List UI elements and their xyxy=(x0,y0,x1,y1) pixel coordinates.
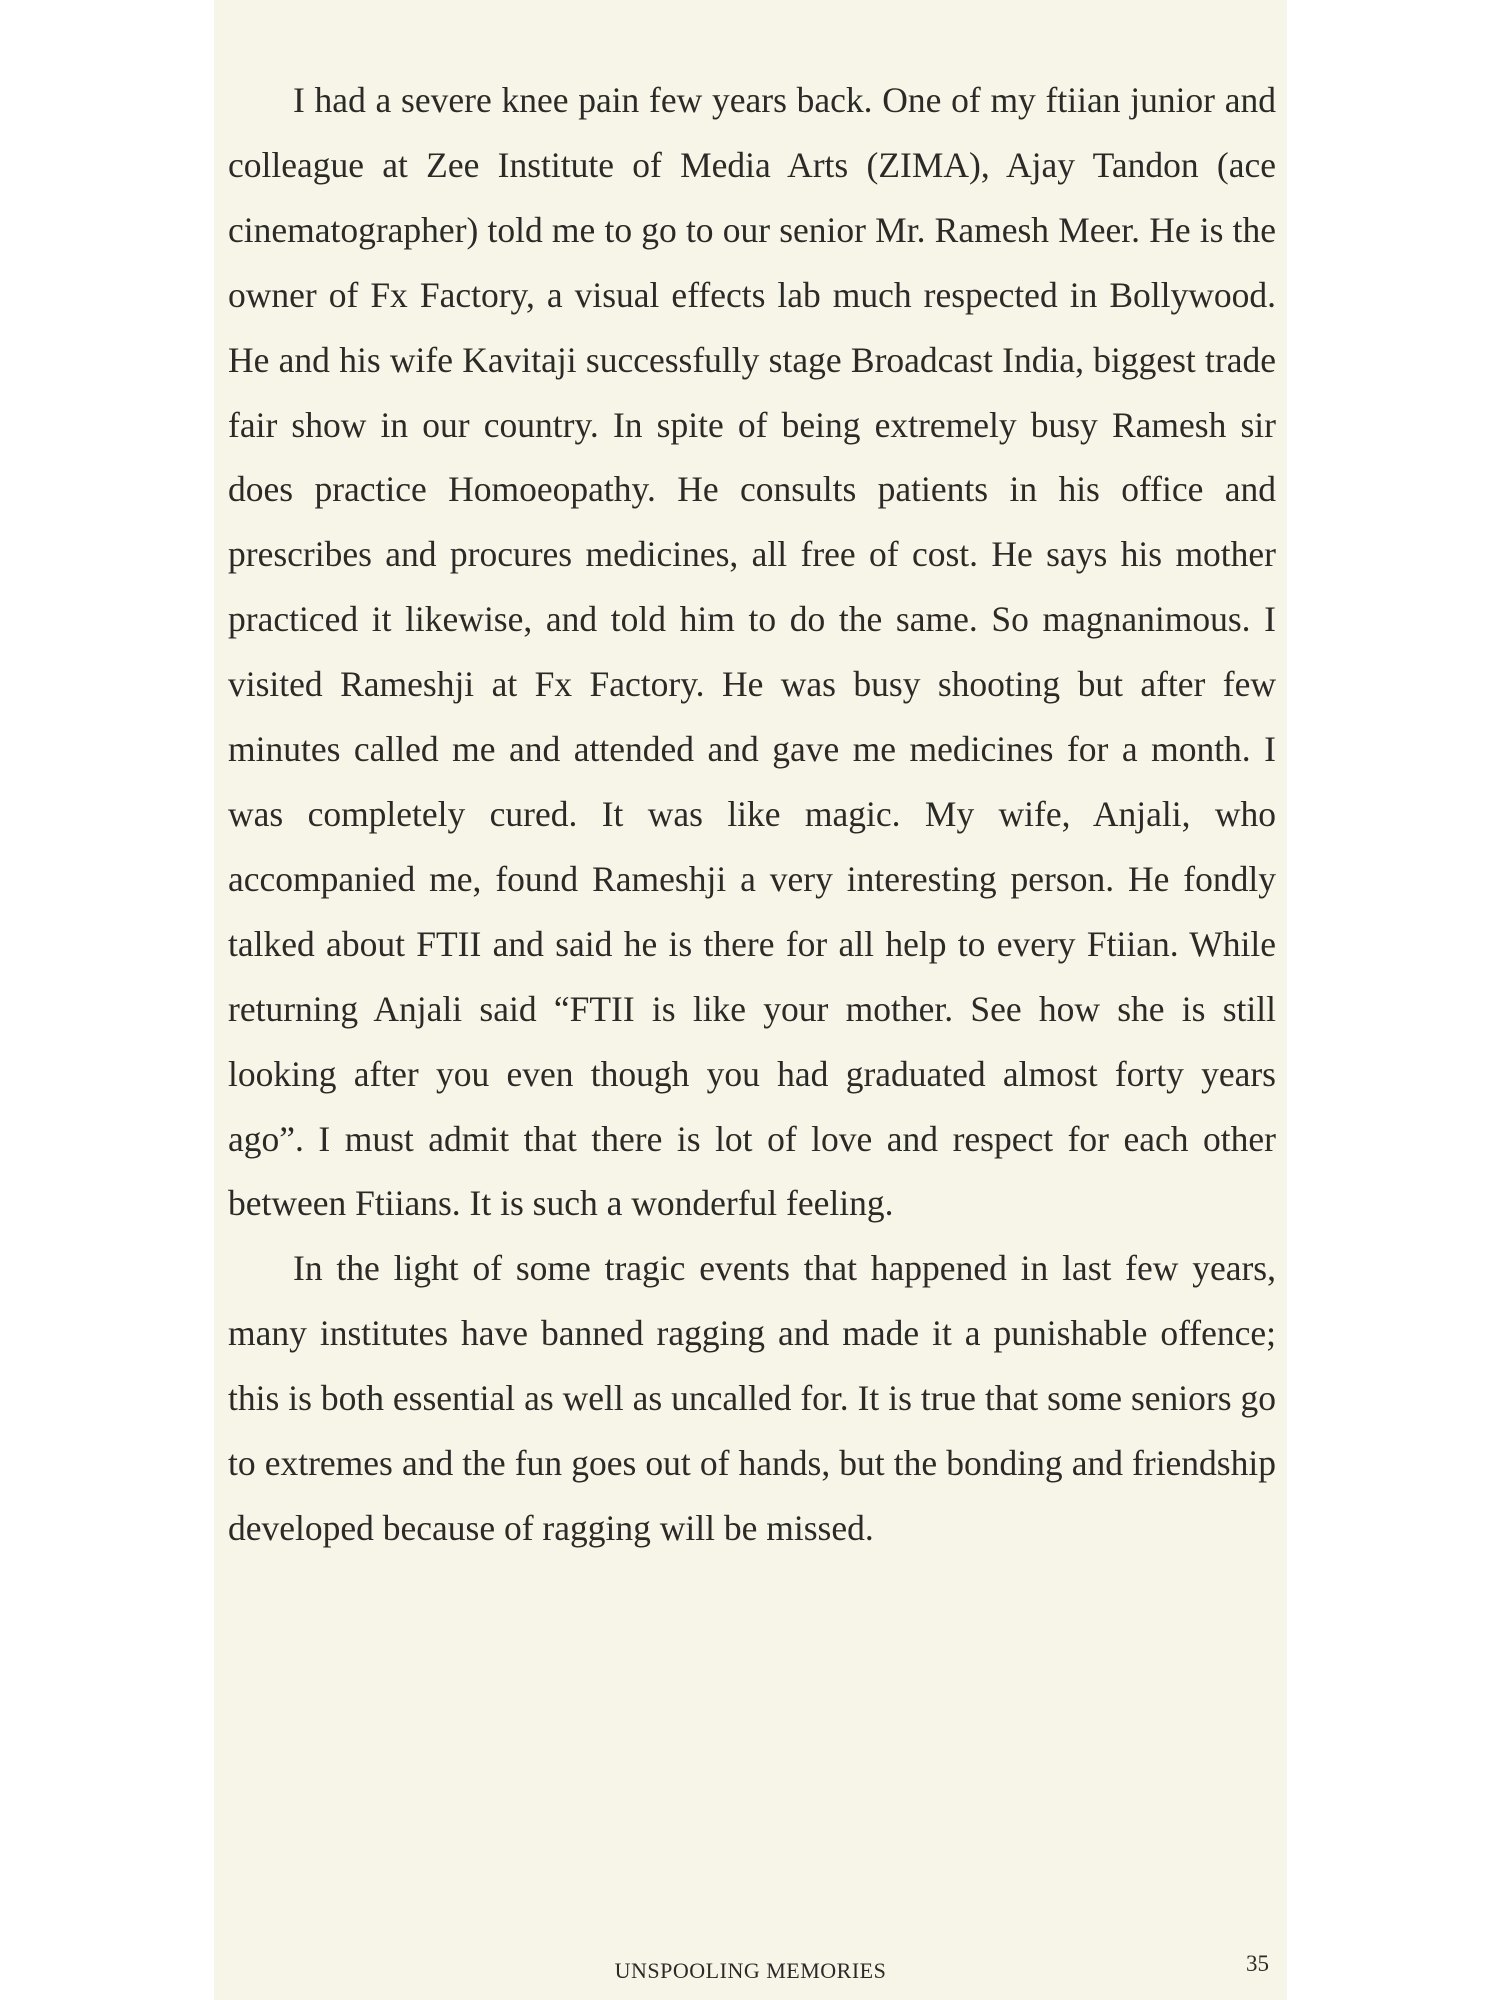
running-footer-title: UNSPOOLING MEMORIES xyxy=(614,1958,887,1983)
paragraph-ragging: In the light of some tragic events that happened in last few years, many institutes have banned ragging and made it a punishable offence; this is both essential as well as uncalled for. It is true that some seniors go to extremes and the fun goes out of hands, but the bonding and friendship developed because of ragging will be missed. xyxy=(228,1248,1276,1548)
page-number: 35 xyxy=(1246,1951,1269,1976)
paragraph-knee-pain: I had a severe knee pain few years back. One of my ftiian junior and colleague at Zee Institute of Media Arts (ZIMA), Ajay Tandon (ace cinematographer) told me to go to our senior Mr. Ramesh Meer. He is the owner of Fx Factory, a visual effects lab much respected in Bollywood. He and his wife Kavitaji successfully stage Broadcast India, biggest trade fair show in our country. In spite of being extremely busy Ramesh sir does practice Homoeopathy. He consults patients in his office and prescribes and procures medicines, all free of cost. He says his mother practiced it likewise, and told him to do the same. So magnanimous. I visited Rameshji at Fx Factory. He was busy shooting but after few minutes called me and attended and gave me medicines for a month. I was completely cured. It was like magic. My wife, Anjali, who accompanied me, found Rameshji a very interesting person. He fondly talked about FTII and said he is there for all help to every Ftiian. While returning Anjali said “FTII is like your mother. See how she is still looking after you even though you had graduated almost forty years ago”. I must admit that there is lot of love and respect for each other between Ftiians. It is such a wonderful feeling. xyxy=(228,80,1276,1224)
body-text xyxy=(228,68,1276,1561)
book-page xyxy=(214,0,1287,2000)
